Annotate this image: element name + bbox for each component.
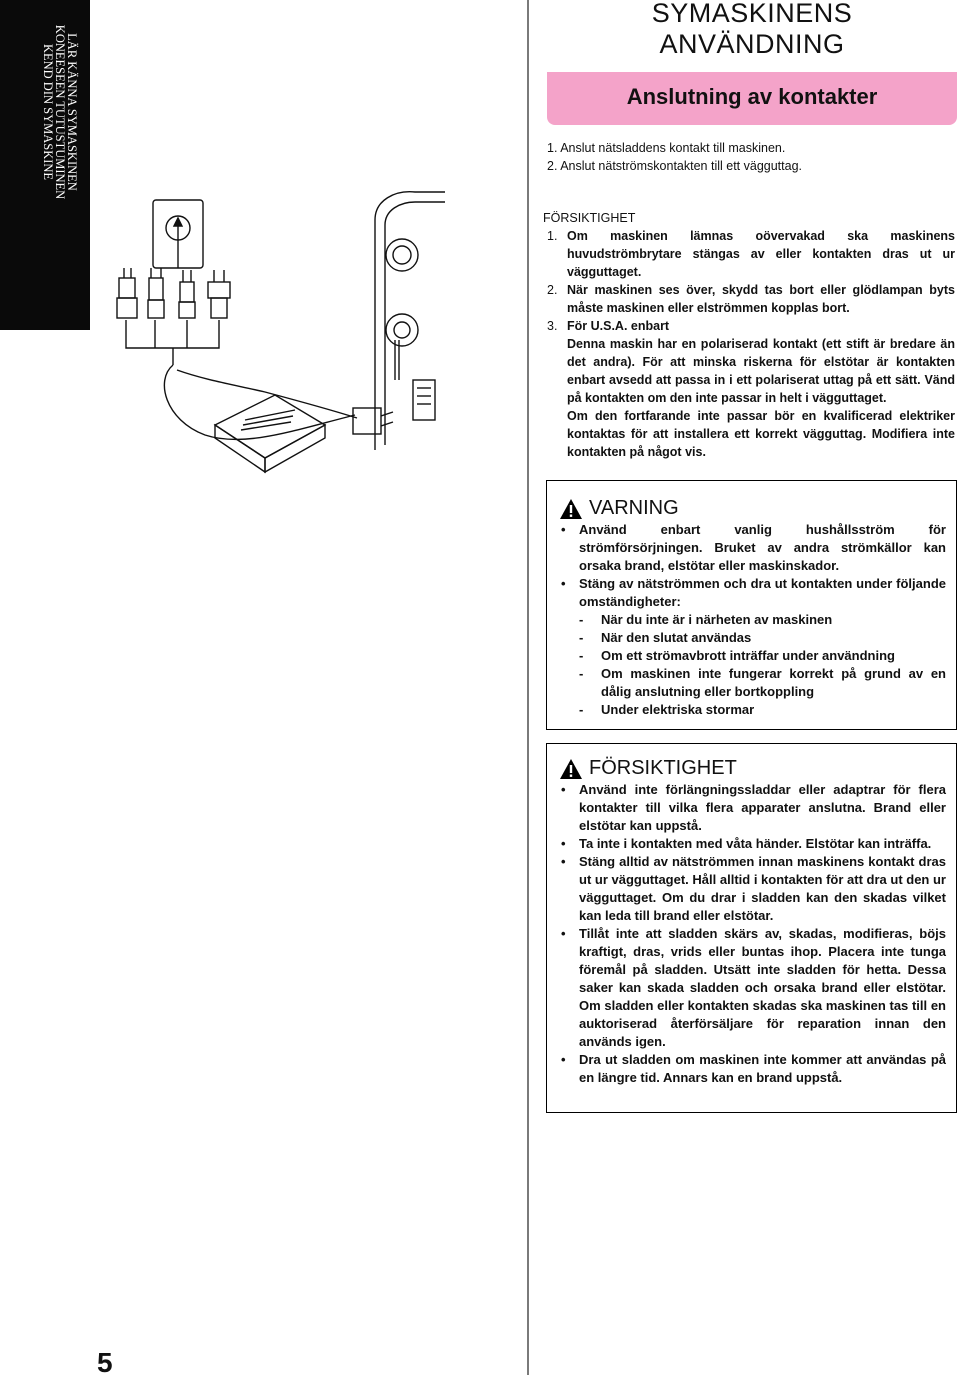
caution-item-number: 1. xyxy=(547,229,558,243)
warning-subitem-text: När den slutat användas xyxy=(601,630,752,645)
caution-box-item-text: Stäng alltid av nätströmmen innan maskinens kontakt dras ut ur vägguttaget. Håll alltid i kontakten för att dra ut den ur vägguttaget. Om du drar i sladden kan den skadas vilket kan leda till brand eller elstötar. xyxy=(579,854,946,923)
warning-item-text: Använd enbart vanlig hushållsström för strömförsörjningen. Bruket av andra strömkällor kan orsaka brand, elstötar eller maskinskador. xyxy=(579,522,946,573)
section-title-bar xyxy=(547,72,957,125)
caution-box-item: • Tillåt inte att sladden skärs av, skadas, modifieras, böjs kraftigt, dras, vrids eller buntas ihop. Placera inte tunga föremål på sladden. Utsätt inte sladden för hetta. Dessa saker kan skada sladden och orsaka brand eller elstötar. Om sladden eller kontakten skadas ska maskinen tas till en auktoriserad återförsäljare för reparation innan den används igen. xyxy=(561,926,946,1049)
sewing-machine-icon xyxy=(375,192,445,450)
warning-triangle-icon xyxy=(559,758,583,780)
plug-type-d-icon xyxy=(208,270,230,318)
caution-block xyxy=(543,191,955,461)
plug-connection-illustration xyxy=(95,180,445,480)
side-tab-line: KONEESEEN TUTUSTUMINEN xyxy=(53,24,67,200)
caution-box-title: FÖRSIKTIGHET xyxy=(589,757,737,779)
plug-type-a-icon xyxy=(117,268,137,318)
warning-subitem-text: Om ett strömavbrott inträffar under användning xyxy=(601,648,895,663)
warning-box-header xyxy=(559,497,679,520)
page-number: 5 xyxy=(97,1347,113,1378)
plug-type-b-icon xyxy=(148,268,164,318)
warning-item-text: Stäng av nätströmmen och dra ut kontakten under följande omständigheter: xyxy=(579,576,946,609)
wall-outlet-icon xyxy=(153,200,203,268)
header-title-line: ANVÄNDNING xyxy=(659,29,845,59)
caution-item xyxy=(543,281,955,317)
caution-item xyxy=(543,335,955,407)
machine-connector-icon xyxy=(353,408,393,434)
caution-item-text: För U.S.A. enbart xyxy=(567,319,670,333)
warning-subitem-text: Om maskinen inte fungerar korrekt på grund av en dålig anslutning eller bortkoppling xyxy=(601,666,946,699)
warning-subitem: - När du inte är i närheten av maskinen xyxy=(579,612,833,627)
caution-box-item-text: Dra ut sladden om maskinen inte kommer att användas på en längre tid. Annars kan en brand uppstå. xyxy=(579,1052,946,1085)
warning-list xyxy=(559,521,946,719)
section-title: Anslutning av kontakter xyxy=(626,84,878,109)
steps-list xyxy=(547,139,957,175)
warning-item: • Stäng av nätströmmen och dra ut kontakten under följande omständigheter: - När du inte är i närheten av maskinen - När den slutat användas - Om ett strömavbrott inträffar under användning - Om maskinen inte fungerar korrekt på grund av en dålig anslutning eller bortkoppling - Under elektriska stormar xyxy=(561,576,946,717)
caution-item-text: Om den fortfarande inte passar bör en kvalificerad elektriker kontaktas för att installera ett korrekt vägguttag. Modifiera inte kontakten på något vis. xyxy=(567,409,955,459)
warning-subitem: - Om maskinen inte fungerar korrekt på grund av en dålig anslutning eller bortkoppling xyxy=(579,666,946,699)
caution-list xyxy=(559,781,946,1087)
warning-triangle-icon xyxy=(559,498,583,520)
caution-item-number: 2. xyxy=(547,283,558,297)
side-tab-text xyxy=(42,25,78,199)
warning-item: • Använd enbart vanlig hushållsström för strömförsörjningen. Bruket av andra strömkällor kan orsaka brand, elstötar eller maskinskador. xyxy=(561,522,946,573)
side-tab xyxy=(0,0,90,330)
side-tab-line: KEND DIN SYMASKINE xyxy=(41,43,55,181)
caution-box-item-text: Ta inte i kontakten med våta händer. Elstötar kan inträffa. xyxy=(579,836,932,851)
step-item: 1. Anslut nätsladdens kontakt till maskinen. xyxy=(547,141,786,155)
caution-box-item: • Dra ut sladden om maskinen inte kommer att användas på en längre tid. Annars kan en brand uppstå. xyxy=(561,1052,946,1085)
warning-subitem: - När den slutat användas xyxy=(579,630,752,645)
caution-item-number: 3. xyxy=(547,319,558,333)
caution-box-item-text: Använd inte förlängningssladdar eller adaptrar för flera kontakter till vilka flera apparater anslutna. Brand eller elstötar kan uppstå. xyxy=(579,782,946,833)
caution-item xyxy=(543,317,955,335)
warning-subitem: - Om ett strömavbrott inträffar under användning xyxy=(579,648,895,663)
header-title-line: SYMASKINENS xyxy=(651,0,853,28)
caution-item-text: Om maskinen lämnas oövervakad ska maskinens huvudströmbrytare stängas av eller kontakten dras ut ur vägguttaget. xyxy=(567,229,955,279)
step-item: 2. Anslut nätströmskontakten till ett vägguttag. xyxy=(547,159,803,173)
vertical-divider xyxy=(527,0,529,1375)
caution-item xyxy=(543,407,955,461)
warning-box xyxy=(546,480,957,730)
caution-box xyxy=(546,743,957,1113)
caution-box-item-text: Tillåt inte att sladden skärs av, skadas, modifieras, böjs kraftigt, dras, vrids eller buntas ihop. Placera inte tunga föremål på sladden. Utsätt inte sladden för hetta. Dessa saker kan skada sladden och orsaka brand eller elstötar. Om sladden eller kontakten skadas ska maskinen tas till en auktoriserad återförsäljare för reparation innan den används igen. xyxy=(579,926,946,1049)
foot-pedal-icon xyxy=(215,395,325,472)
caution-item-text: När maskinen ses över, skydd tas bort eller glödlampan byts måste maskinen eller elströmmen kopplas bort. xyxy=(567,283,955,315)
caution-item-text: Denna maskin har en polariserad kontakt (ett stift är bredare än det andra). För att minska riskerna för elstötar är kontakten enbart avsedd att passa in i ett polariserat uttag på ett sätt. Vänd på kontakten om den inte passar in helt i vägguttaget. xyxy=(567,337,955,405)
plug-type-c-icon xyxy=(179,270,195,318)
warning-subitem: - Under elektriska stormar xyxy=(579,702,755,717)
warning-subitem-text: När du inte är i närheten av maskinen xyxy=(601,612,833,627)
caution-box-item: • Använd inte förlängningssladdar eller adaptrar för flera kontakter till vilka flera apparater anslutna. Brand eller elstötar kan uppstå. xyxy=(561,782,946,833)
page-header-title xyxy=(620,0,884,60)
warning-subitem-text: Under elektriska stormar xyxy=(601,702,755,717)
caution-box-header xyxy=(559,757,737,780)
warning-box-title: VARNING xyxy=(589,497,679,519)
caution-item xyxy=(543,227,955,281)
caution-box-item: • Ta inte i kontakten med våta händer. Elstötar kan inträffa. xyxy=(561,836,932,851)
side-tab-line: LÄR KÄNNA SYMASKINEN xyxy=(65,33,79,191)
caution-block-title: FÖRSIKTIGHET xyxy=(543,211,636,225)
caution-box-item: • Stäng alltid av nätströmmen innan maskinens kontakt dras ut ur vägguttaget. Håll alltid i kontakten för att dra ut den ur vägguttaget. Om du drar i sladden kan den skadas vilket kan leda till brand eller elstötar. xyxy=(561,854,946,923)
